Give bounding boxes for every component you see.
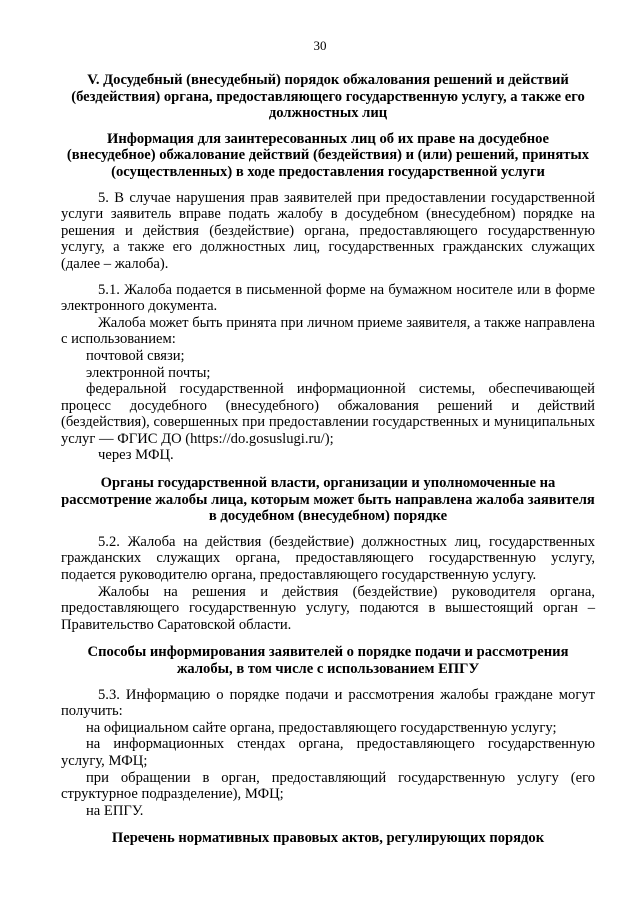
list-item: на ЕПГУ. xyxy=(86,802,144,819)
section-title: V. Досудебный (внесудебный) порядок обжалования решений и действий (бездействия) органа, предоставляющего государственную услугу, а также его должностных лиц xyxy=(71,72,585,122)
paragraph-5: 5. В случае нарушения прав заявителей при предоставлении государственной услуги заявитель вправе подать жалобу в досудебном (внесудебном) порядке на решения и действия (бездействие) органа, предоставляющего государственную услугу, а также его должностных лиц, государственных гражданских служащих (далее – жалоба). xyxy=(61,189,595,272)
paragraph-5-2: 5.2. Жалоба на действия (бездействие) должностных лиц, государственных гражданских служащих органа, предоставляющего государственную услугу, подается руководителю органа, предоставляющего государственную услугу. xyxy=(61,533,595,584)
paragraph-5-1: 5.1. Жалоба подается в письменной форме на бумажном носителе или в форме электронного документа. xyxy=(61,281,595,315)
subsection-heading-normative-acts: Перечень нормативных правовых актов, регулирующих порядок xyxy=(111,830,545,847)
paragraph-decisions: Жалобы на решения и действия (бездействие) руководителя органа, предоставляющего государственную услугу, подаются в вышестоящий орган – Правительство Саратовской области. xyxy=(61,583,595,633)
list-item: на официальном сайте органа, предоставляющего государственную услугу; xyxy=(86,719,557,736)
list-item: на информационных стендах органа, предоставляющего государственную услугу, МФЦ; xyxy=(61,736,595,769)
list-item: при обращении в орган, предоставляющий государственную услугу (его структурное подразделение), МФЦ; xyxy=(61,769,595,803)
list-item: почтовой связи; xyxy=(86,347,185,364)
paragraph-5-3: 5.3. Информацию о порядке подачи и рассмотрения жалобы граждане могут получить: xyxy=(61,686,595,720)
page-number: 30 xyxy=(313,38,327,53)
subsection-heading-appeal-right: Информация для заинтересованных лиц об их праве на досудебное (внесудебное) обжалование действий (бездействия) и (или) решений, принятых (осуществленных) в ходе предоставления государственной услуги xyxy=(66,130,590,180)
list-item: через МФЦ. xyxy=(98,447,174,464)
paragraph-accept: Жалоба может быть принята при личном приеме заявителя, а также направлена с использованием: xyxy=(61,314,595,348)
list-item: федеральной государственной информационной системы, обеспечивающей процесс досудебного (внесудебного) обжалования решений и действий (бездействия), совершенных при предоставлении государственных и муниципальных услуг — ФГИС ДО (https://do.gosuslugi.ru/); xyxy=(61,381,595,447)
subsection-heading-authorities: Органы государственной власти, организации и уполномоченные на рассмотрение жалобы лица, которым может быть направлена жалоба заявителя в досудебном (внесудебном) порядке xyxy=(61,475,595,525)
document-body xyxy=(61,72,595,847)
subsection-heading-informing: Способы информирования заявителей о порядке подачи и рассмотрения жалобы, в том числе с использованием ЕПГУ xyxy=(87,644,569,677)
list-item: электронной почты; xyxy=(86,364,211,381)
